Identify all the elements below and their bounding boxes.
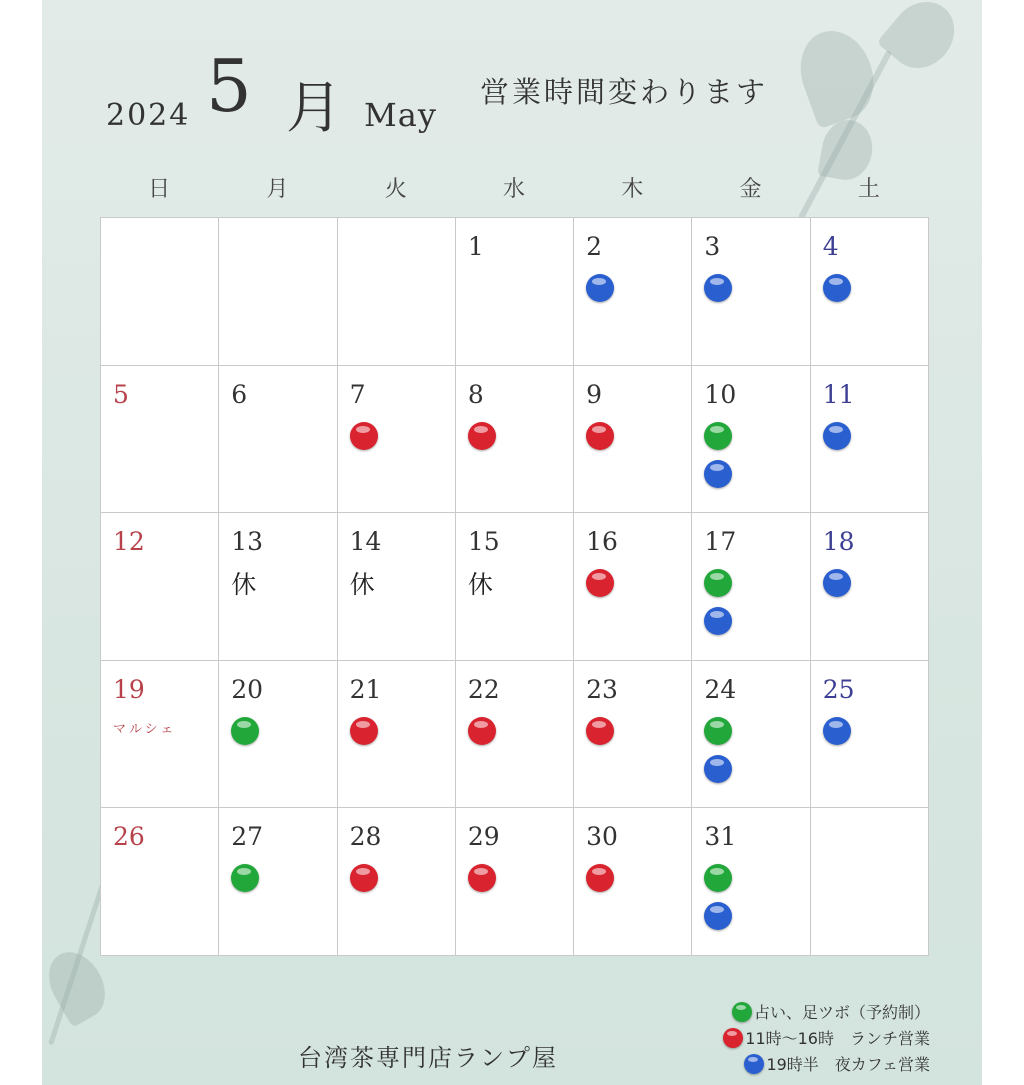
day-number: 6 [231, 379, 248, 409]
calendar-day-cell [692, 513, 810, 661]
day-number: 22 [467, 674, 500, 704]
calendar-day-cell [338, 661, 456, 809]
day-number: 12 [113, 527, 145, 557]
weekday-header [100, 172, 928, 203]
calendar-day-cell [456, 513, 574, 661]
green-marker-icon [732, 1002, 752, 1022]
day-number: 5 [113, 379, 129, 409]
calendar-grid [100, 217, 929, 956]
schedule-markers [350, 422, 378, 450]
day-number: 8 [467, 379, 484, 409]
blue-marker-icon [704, 755, 732, 783]
leaf-decoration [789, 21, 886, 130]
day-number: 28 [349, 822, 382, 852]
calendar-day-cell [456, 661, 574, 809]
schedule-markers [231, 864, 259, 892]
blue-marker-icon [823, 422, 851, 450]
calendar-day-cell [456, 366, 574, 514]
calendar-day-cell [219, 218, 337, 366]
calendar-day-cell [811, 218, 929, 366]
schedule-markers [823, 717, 851, 745]
day-number: 19 [113, 674, 145, 704]
calendar-day-cell [811, 513, 929, 661]
green-marker-icon [704, 422, 732, 450]
schedule-markers [586, 422, 614, 450]
day-number: 9 [586, 379, 603, 409]
schedule-markers [231, 717, 259, 745]
legend-text: 19時半 夜カフェ営業 [766, 1055, 930, 1074]
calendar-day-cell [574, 661, 692, 809]
red-marker-icon [350, 717, 378, 745]
legend-text: 占い、足ツボ（予約制） [753, 1003, 930, 1022]
event-note: マルシェ [113, 721, 177, 737]
calendar-day-cell [338, 808, 456, 956]
weekday-sun: 日 [148, 177, 171, 202]
calendar-day-cell [692, 218, 810, 366]
green-marker-icon [231, 864, 259, 892]
calendar-day-cell [219, 808, 337, 956]
day-number: 7 [349, 379, 366, 409]
day-number: 4 [822, 232, 839, 261]
calendar-day-cell [101, 218, 219, 366]
red-marker-icon [468, 717, 496, 745]
calendar-card [42, 0, 982, 1085]
weekday-wed: 水 [502, 177, 525, 202]
schedule-markers [586, 864, 614, 892]
calendar-day-cell [101, 513, 219, 661]
red-marker-icon [468, 422, 496, 450]
weekday-mon: 月 [266, 177, 289, 202]
red-marker-icon [350, 422, 378, 450]
calendar-day-cell [338, 218, 456, 366]
blue-marker-icon [586, 274, 614, 302]
weekday-sat: 土 [857, 177, 880, 202]
red-marker-icon [350, 864, 378, 892]
schedule-markers [586, 274, 614, 302]
day-number: 31 [704, 822, 737, 852]
red-marker-icon [586, 717, 614, 745]
closed-day-label: 休 [231, 570, 257, 600]
calendar-day-cell [574, 366, 692, 514]
day-number: 18 [822, 527, 855, 557]
day-number: 3 [704, 232, 721, 261]
red-marker-icon [586, 422, 614, 450]
hours-change-notice: 営業時間変わります [480, 75, 769, 109]
schedule-markers [823, 274, 851, 302]
calendar-day-cell [692, 366, 810, 514]
calendar-day-cell [101, 661, 219, 809]
day-number: 1 [467, 232, 484, 261]
calendar-day-cell [574, 218, 692, 366]
blue-marker-icon [823, 569, 851, 597]
day-number: 24 [704, 674, 737, 704]
schedule-markers [704, 717, 732, 783]
calendar-day-cell [574, 513, 692, 661]
legend-item [732, 1000, 930, 1023]
green-marker-icon [704, 864, 732, 892]
closed-day-label: 休 [349, 570, 375, 600]
green-marker-icon [231, 717, 259, 745]
day-number: 27 [231, 822, 264, 852]
schedule-markers [704, 569, 732, 635]
red-marker-icon [723, 1028, 743, 1048]
month-number: 5 [206, 44, 252, 128]
blue-marker-icon [704, 274, 732, 302]
month-suffix: 月 [286, 76, 342, 141]
calendar-day-cell [692, 661, 810, 809]
calendar-day-cell [338, 366, 456, 514]
day-number: 13 [231, 527, 264, 557]
day-number: 26 [113, 822, 145, 852]
day-number: 14 [349, 527, 382, 557]
day-number: 10 [704, 379, 737, 409]
schedule-markers [468, 864, 496, 892]
green-marker-icon [704, 569, 732, 597]
calendar-day-cell [219, 513, 337, 661]
schedule-markers [586, 569, 614, 597]
day-number: 25 [822, 674, 855, 704]
day-number: 15 [467, 527, 500, 557]
day-number: 21 [349, 674, 382, 704]
calendar-day-cell [456, 218, 574, 366]
schedule-markers [586, 717, 614, 745]
blue-marker-icon [744, 1054, 764, 1074]
weekday-thu: 木 [621, 177, 644, 202]
red-marker-icon [586, 569, 614, 597]
day-number: 2 [586, 232, 603, 261]
red-marker-icon [586, 864, 614, 892]
schedule-markers [704, 864, 732, 930]
red-marker-icon [468, 864, 496, 892]
legend-item [723, 1026, 930, 1049]
calendar-day-cell [692, 808, 810, 956]
day-number: 23 [586, 674, 618, 704]
calendar-day-cell [456, 808, 574, 956]
calendar-day-cell [811, 366, 929, 514]
schedule-markers [350, 864, 378, 892]
calendar-day-cell [101, 808, 219, 956]
month-english: May [364, 96, 437, 134]
calendar-day-cell [574, 808, 692, 956]
day-number: 11 [822, 379, 855, 409]
leaf-decoration [877, 0, 968, 81]
legend-item [744, 1052, 930, 1075]
green-marker-icon [704, 717, 732, 745]
weekday-fri: 金 [739, 177, 762, 202]
shop-name: 台湾茶専門店ランプ屋 [298, 1044, 558, 1072]
day-number: 17 [704, 527, 737, 557]
legend [723, 1000, 930, 1075]
calendar-day-cell [811, 808, 929, 956]
schedule-markers [468, 422, 496, 450]
day-number: 30 [586, 822, 618, 852]
weekday-tue: 火 [384, 177, 407, 202]
blue-marker-icon [704, 902, 732, 930]
schedule-markers [704, 274, 732, 302]
schedule-markers [823, 422, 851, 450]
blue-marker-icon [704, 607, 732, 635]
schedule-markers [704, 422, 732, 488]
day-number: 16 [586, 527, 618, 557]
schedule-markers [468, 717, 496, 745]
calendar-day-cell [101, 366, 219, 514]
closed-day-label: 休 [467, 570, 493, 600]
day-number: 29 [467, 822, 500, 852]
blue-marker-icon [823, 717, 851, 745]
year-label: 2024 [106, 98, 191, 133]
schedule-markers [350, 717, 378, 745]
blue-marker-icon [704, 460, 732, 488]
calendar-day-cell [338, 513, 456, 661]
legend-text: 11時～16時 ランチ営業 [745, 1029, 930, 1048]
calendar-day-cell [219, 366, 337, 514]
schedule-markers [823, 569, 851, 597]
blue-marker-icon [823, 274, 851, 302]
calendar-day-cell [219, 661, 337, 809]
calendar-day-cell [811, 661, 929, 809]
day-number: 20 [231, 674, 264, 704]
